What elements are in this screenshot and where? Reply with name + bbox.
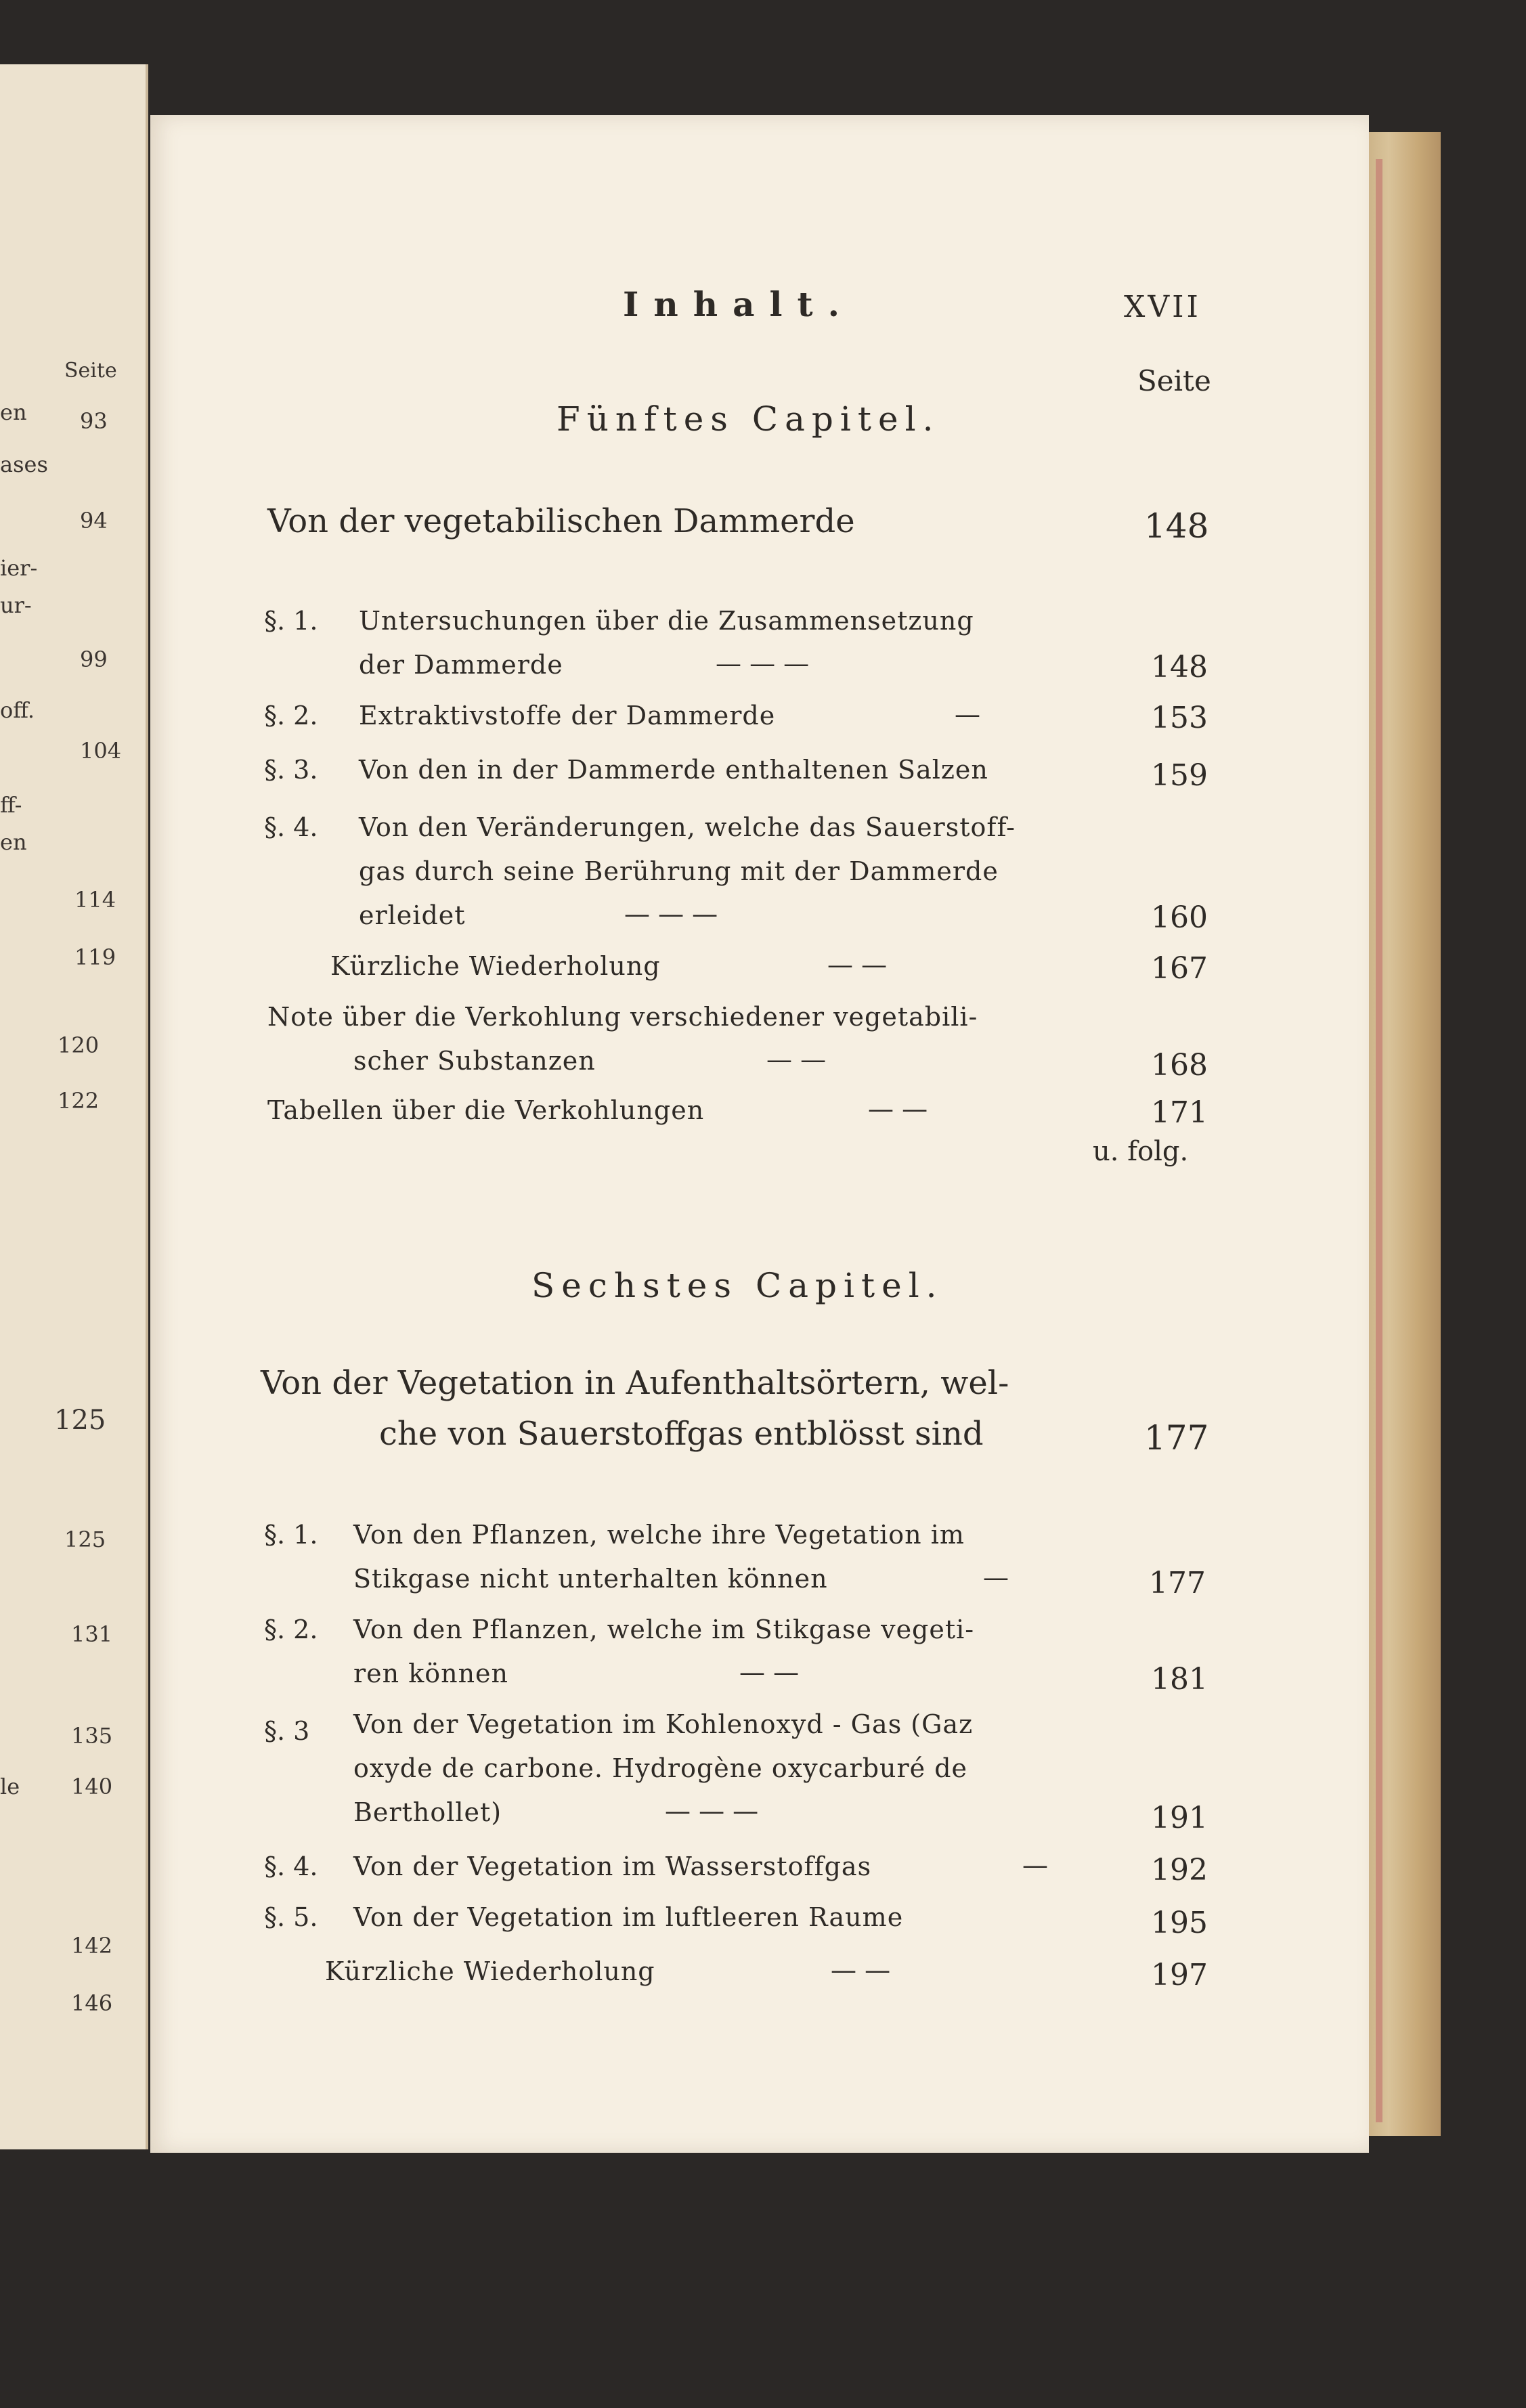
page-reference: 159 <box>1151 758 1208 793</box>
left-margin-text: 94 <box>80 508 108 533</box>
page-number: XVII <box>1124 290 1201 324</box>
left-margin-text: en <box>0 829 27 855</box>
entry-text: Von der Vegetation im luftleeren Raume <box>353 1902 904 1932</box>
left-margin-text: 131 <box>71 1621 113 1647</box>
entry-text: Extraktivstoffe der Dammerde <box>359 701 776 730</box>
tables-entry: Tabellen über die Verkohlungen <box>267 1095 705 1125</box>
entry-text: Stikgase nicht unterhalten können <box>353 1564 828 1594</box>
page-reference: 168 <box>1151 1048 1208 1082</box>
entry-text: Von den Veränderungen, welche das Sauerstoff- <box>359 812 1016 842</box>
leader-dashes: — <box>955 699 980 729</box>
leader-dashes: — — <box>831 1955 891 1985</box>
paragraph-number: §. 2. <box>264 701 318 730</box>
page-reference: 181 <box>1151 1662 1208 1696</box>
page-reference: 195 <box>1151 1906 1208 1940</box>
page-reference: 171 <box>1151 1095 1208 1130</box>
entry-text: Von den Pflanzen, welche im Stikgase vegeti- <box>353 1615 975 1644</box>
edge-stripe <box>1376 159 1382 2122</box>
left-margin-text: off. <box>0 697 35 723</box>
page-reference: 167 <box>1151 951 1208 986</box>
chapter-heading: Sechstes Capitel. <box>531 1266 944 1305</box>
paragraph-number: §. 1. <box>264 606 318 636</box>
entry-text: ren können <box>353 1659 509 1688</box>
page-reference: 192 <box>1151 1853 1208 1887</box>
entry-text: erleidet <box>359 900 466 930</box>
page-reference: 177 <box>1149 1566 1206 1600</box>
entry-text: Von den Pflanzen, welche ihre Vegetation im <box>353 1520 965 1550</box>
entry-text: Von den in der Dammerde enthaltenen Salzen <box>359 755 988 785</box>
paragraph-number: §. 3 <box>264 1716 310 1746</box>
paragraph-number: §. 5. <box>264 1902 318 1932</box>
section-title: Von der vegetabilischen Dammerde <box>267 502 855 540</box>
leader-dashes: — — <box>766 1045 827 1074</box>
chapter-heading: Fünftes Capitel. <box>557 399 940 439</box>
paragraph-number: §. 2. <box>264 1615 318 1644</box>
page-reference: 191 <box>1151 1801 1208 1835</box>
entry-text: Von der Vegetation im Kohlenoxyd - Gas (Gaz <box>353 1709 974 1739</box>
entry-text: gas durch seine Berührung mit der Dammerde <box>359 856 999 886</box>
book-page-edges <box>1366 132 1441 2136</box>
entry-text: Berthollet) <box>353 1797 502 1827</box>
left-margin-text: 119 <box>74 944 116 970</box>
note-entry: Note über die Verkohlung verschiedener vegetabili- <box>267 1002 978 1032</box>
leader-dashes: — — — <box>716 649 810 678</box>
left-margin-text: 142 <box>71 1933 113 1958</box>
entry-text: oxyde de carbone. Hydrogène oxycarburé de <box>353 1753 968 1783</box>
contents-page <box>150 115 1369 2153</box>
left-margin-text: 99 <box>80 647 108 672</box>
paragraph-number: §. 1. <box>264 1520 318 1550</box>
leader-dashes: — — — <box>665 1796 759 1826</box>
page-title: Inhalt. <box>623 284 854 324</box>
left-margin-text: 140 <box>71 1774 113 1799</box>
left-margin-text: Seite <box>64 359 117 382</box>
left-margin-text: 104 <box>80 738 122 764</box>
left-margin-text: en <box>0 399 27 425</box>
left-margin-text: ier- <box>0 555 38 581</box>
left-margin-text: ur- <box>0 592 32 618</box>
left-margin-text: 125 <box>64 1527 106 1552</box>
summary-entry: Kürzliche Wiederholung <box>325 1956 655 1986</box>
left-margin-text: 120 <box>58 1032 100 1058</box>
left-margin-text: ff- <box>0 792 22 818</box>
left-margin-text: le <box>0 1774 20 1799</box>
leader-dashes: — <box>1022 1850 1048 1880</box>
page-reference: 148 <box>1144 506 1209 546</box>
page-reference: 160 <box>1151 900 1208 935</box>
page-reference: 197 <box>1151 1958 1208 1992</box>
entry-text: der Dammerde <box>359 650 563 680</box>
left-margin-text: 125 <box>54 1405 106 1436</box>
page-reference-continued: u. folg. <box>1093 1136 1189 1167</box>
left-margin-text: 146 <box>71 1990 113 2016</box>
paragraph-number: §. 4. <box>264 812 318 842</box>
leader-dashes: — — — <box>624 899 718 929</box>
page-column-label: Seite <box>1137 364 1211 397</box>
page-reference: 148 <box>1151 650 1208 684</box>
note-entry: scher Substanzen <box>353 1046 596 1076</box>
leader-dashes: — — <box>827 950 888 980</box>
section-title: che von Sauerstoffgas entblösst sind <box>379 1415 984 1453</box>
entry-text: Von der Vegetation im Wasserstoffgas <box>353 1852 872 1881</box>
paragraph-number: §. 3. <box>264 755 318 785</box>
left-margin-text: ases <box>0 452 48 477</box>
entry-text: Untersuchungen über die Zusammensetzung <box>359 606 974 636</box>
left-margin-text: 122 <box>58 1088 100 1114</box>
page-reference: 177 <box>1144 1418 1209 1458</box>
left-margin-text: 114 <box>74 887 116 913</box>
leader-dashes: — — <box>868 1094 928 1124</box>
left-margin-text: 135 <box>71 1723 113 1749</box>
leader-dashes: — <box>983 1562 1009 1592</box>
section-title: Von der Vegetation in Aufenthaltsörtern, wel- <box>261 1364 1009 1402</box>
paragraph-number: §. 4. <box>264 1852 318 1881</box>
left-facing-page <box>0 64 148 2149</box>
page-reference: 153 <box>1151 701 1208 735</box>
left-margin-text: 93 <box>80 408 108 434</box>
summary-entry: Kürzliche Wiederholung <box>330 951 661 981</box>
leader-dashes: — — <box>739 1657 800 1687</box>
